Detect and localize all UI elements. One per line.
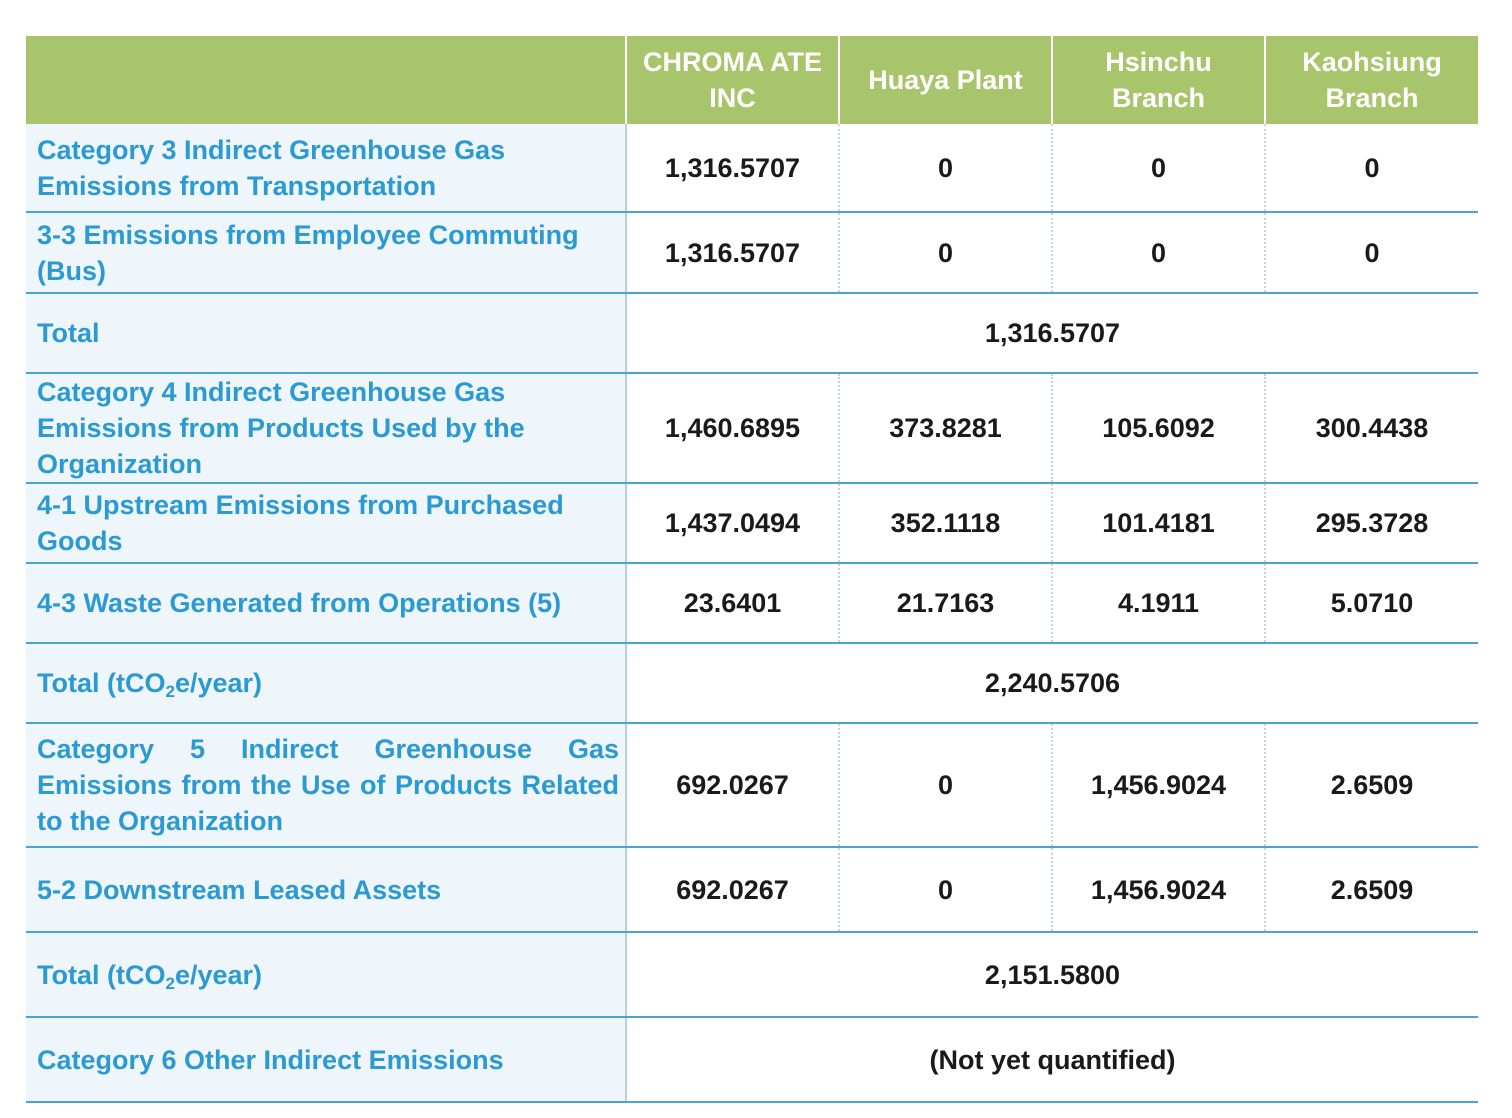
cell-hsinchu-branch: 1,456.9024 <box>1052 723 1265 847</box>
total-value: 2,151.5800 <box>626 932 1478 1017</box>
cell-kaohsiung-branch: 2.6509 <box>1265 847 1478 932</box>
cell-chroma-ate-inc: 692.0267 <box>626 723 839 847</box>
cell-huaya-plant: 352.1118 <box>839 483 1052 563</box>
header-hsinchu-branch: Hsinchu Branch <box>1052 36 1265 124</box>
row-label: 3-3 Emissions from Employee Commuting (Bus) <box>26 212 626 293</box>
cell-chroma-ate-inc: 1,316.5707 <box>626 212 839 293</box>
row-label: Category 6 Other Indirect Emissions <box>26 1017 626 1102</box>
table-row-4-1 <box>26 483 1478 563</box>
cell-huaya-plant: 0 <box>839 723 1052 847</box>
total-value: 2,240.5706 <box>626 643 1478 723</box>
table-row-category-5 <box>26 723 1478 847</box>
total-label-prefix: Total (tCO <box>37 668 166 698</box>
row-label: 4-1 Upstream Emissions from Purchased Goods <box>26 483 626 563</box>
table-row-total-category-4 <box>26 643 1478 723</box>
cell-hsinchu-branch: 4.1911 <box>1052 563 1265 643</box>
table-row-category-4 <box>26 373 1478 483</box>
cell-chroma-ate-inc: 1,437.0494 <box>626 483 839 563</box>
total-label-suffix: e/year) <box>174 959 263 990</box>
header-row <box>26 36 1478 124</box>
row-label <box>26 932 626 1017</box>
header-kaohsiung-branch: Kaohsiung Branch <box>1265 36 1478 124</box>
cell-huaya-plant: 0 <box>839 124 1052 212</box>
total-value: (Not yet quantified) <box>626 1017 1478 1102</box>
header-blank <box>26 36 626 124</box>
total-label-prefix: Total (tCO <box>37 959 166 990</box>
cell-hsinchu-branch: 101.4181 <box>1052 483 1265 563</box>
table-row-category-3 <box>26 124 1478 212</box>
header-huaya-plant: Huaya Plant <box>839 36 1052 124</box>
cell-kaohsiung-branch: 295.3728 <box>1265 483 1478 563</box>
cell-chroma-ate-inc: 1,316.5707 <box>626 124 839 212</box>
cell-kaohsiung-branch: 2.6509 <box>1265 723 1478 847</box>
header-chroma-ate-inc: CHROMA ATE INC <box>626 36 839 124</box>
cell-hsinchu-branch: 0 <box>1052 212 1265 293</box>
total-label-suffix: e/year) <box>174 668 263 698</box>
cell-kaohsiung-branch: 300.4438 <box>1265 373 1478 483</box>
table-row-3-3 <box>26 212 1478 293</box>
row-label: Total <box>26 293 626 373</box>
cell-huaya-plant: 21.7163 <box>839 563 1052 643</box>
cell-kaohsiung-branch: 0 <box>1265 212 1478 293</box>
row-label: 4-3 Waste Generated from Operations (5) <box>26 563 626 643</box>
cell-chroma-ate-inc: 1,460.6895 <box>626 373 839 483</box>
table-row-total-category-5 <box>26 932 1478 1017</box>
table-row-total-category-3 <box>26 293 1478 373</box>
table-row-4-3 <box>26 563 1478 643</box>
cell-hsinchu-branch: 0 <box>1052 124 1265 212</box>
cell-kaohsiung-branch: 5.0710 <box>1265 563 1478 643</box>
emissions-table <box>26 36 1478 1103</box>
total-value: 1,316.5707 <box>626 293 1478 373</box>
row-label <box>26 643 626 723</box>
row-label: Category 5 Indirect Greenhouse Gas Emissions from the Use of Products Related to the Organization <box>26 723 626 847</box>
cell-hsinchu-branch: 1,456.9024 <box>1052 847 1265 932</box>
cell-huaya-plant: 0 <box>839 847 1052 932</box>
cell-huaya-plant: 373.8281 <box>839 373 1052 483</box>
cell-huaya-plant: 0 <box>839 212 1052 293</box>
row-label: Category 4 Indirect Greenhouse Gas Emissions from Products Used by the Organization <box>26 373 626 483</box>
row-label: Category 3 Indirect Greenhouse Gas Emissions from Transportation <box>26 124 626 212</box>
cell-chroma-ate-inc: 23.6401 <box>626 563 839 643</box>
total-label-subscript: 2 <box>165 682 175 701</box>
table-row-category-6 <box>26 1017 1478 1102</box>
table-row-5-2 <box>26 847 1478 932</box>
cell-chroma-ate-inc: 692.0267 <box>626 847 839 932</box>
total-label-subscript: 2 <box>165 973 175 993</box>
row-label: 5-2 Downstream Leased Assets <box>26 847 626 932</box>
cell-hsinchu-branch: 105.6092 <box>1052 373 1265 483</box>
cell-kaohsiung-branch: 0 <box>1265 124 1478 212</box>
